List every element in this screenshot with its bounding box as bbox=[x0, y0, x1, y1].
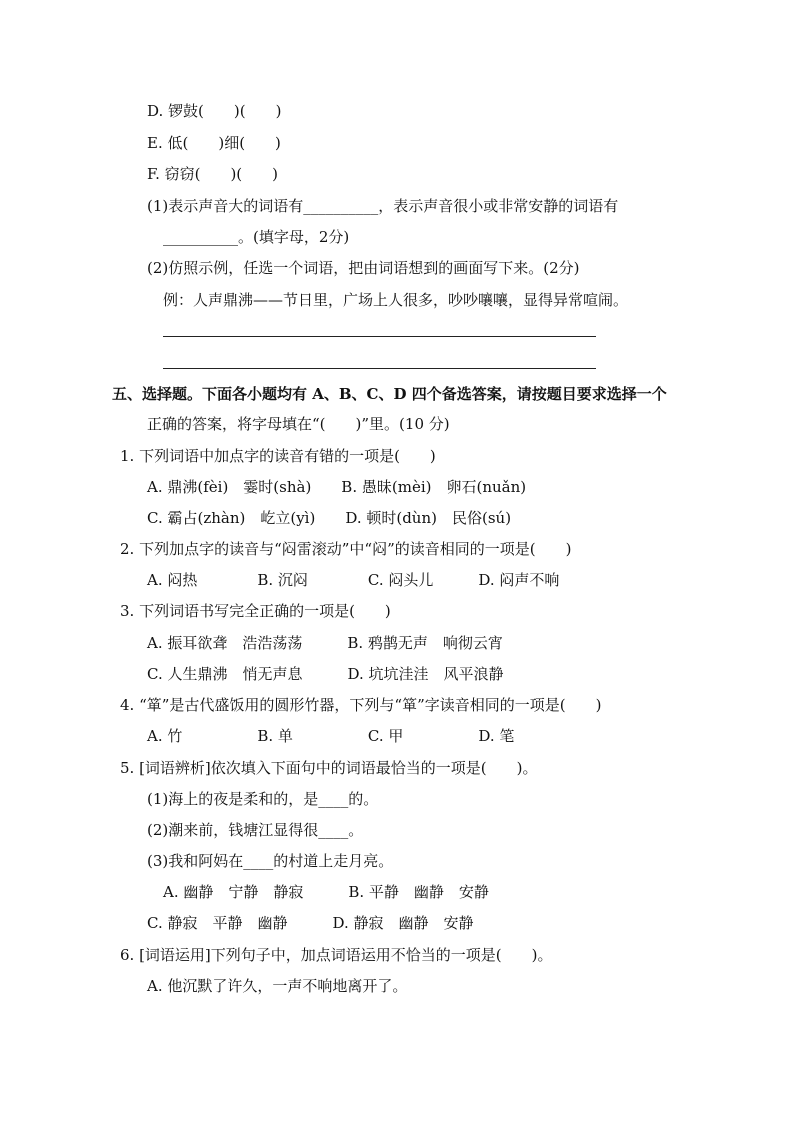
q2-stem: 2. 下列加点字的读音与“闷雷滚动”中“闷”的读音相同的一项是( ) bbox=[120, 540, 572, 558]
q4-stem: 4. “箪”是古代盛饭用的圆形竹器，下列与“箪”字读音相同的一项是( ) bbox=[120, 696, 602, 714]
option-e: E. 低( )细( ) bbox=[147, 134, 281, 152]
q3-options-row-2: C. 人生鼎沸 悄无声息 D. 坑坑洼洼 风平浪静 bbox=[147, 665, 504, 683]
section5-heading-line-1: 五、选择题。下面各小题均有 A、B、C、D 四个备选答案，请按题目要求选择一个 bbox=[112, 385, 667, 403]
q5-sentence-3: (3)我和阿妈在____的村道上走月亮。 bbox=[147, 852, 394, 870]
q5-options-row-2: C. 静寂 平静 幽静 D. 静寂 幽静 安静 bbox=[147, 914, 474, 932]
section5-heading-line-2: 正确的答案，将字母填在“( )”里。(10 分) bbox=[147, 415, 450, 433]
q6-option-a: A. 他沉默了许久，一声不响地离开了。 bbox=[147, 977, 408, 995]
option-f: F. 窃窃( )( ) bbox=[147, 165, 279, 183]
q5-stem: 5. [词语辨析]依次填入下面句中的词语最恰当的一项是( )。 bbox=[120, 759, 538, 777]
q1-options-row-1: A. 鼎沸(fèi) 霎时(shà) B. 愚昧(mèi) 卵石(nuǎn) bbox=[147, 478, 527, 496]
q1-options-row-2: C. 霸占(zhàn) 屹立(yì) D. 顿时(dùn) 民俗(sú) bbox=[147, 509, 512, 527]
q3-stem: 3. 下列词语书写完全正确的一项是( ) bbox=[120, 602, 391, 620]
q5-options-row-1: A. 幽静 宁静 静寂 B. 平静 幽静 安静 bbox=[163, 883, 489, 901]
option-d: D. 锣鼓( )( ) bbox=[147, 102, 282, 120]
q3-options-row-1: A. 振耳欲聋 浩浩荡荡 B. 鸦鹊无声 响彻云宵 bbox=[147, 634, 503, 652]
q2-options-row-1: A. 闷热 B. 沉闷 C. 闷头儿 D. 闷声不响 bbox=[147, 571, 560, 589]
question-2: (2)仿照示例，任选一个词语，把由词语想到的画面写下来。(2分) bbox=[147, 259, 580, 277]
q6-stem: 6. [词语运用]下列句子中，加点词语运用不恰当的一项是( )。 bbox=[120, 946, 553, 964]
answer-line-1 bbox=[163, 336, 596, 337]
question-1-line-1: (1)表示声音大的词语有__________，表示声音很小或非常安静的词语有 bbox=[147, 197, 619, 215]
q5-sentence-1: (1)海上的夜是柔和的，是____的。 bbox=[147, 790, 379, 808]
example-sentence: 例：人声鼎沸——节日里，广场上人很多，吵吵嚷嚷，显得异常喧闹。 bbox=[163, 291, 629, 309]
q5-sentence-2: (2)潮来前，钱塘江显得很____。 bbox=[147, 821, 364, 839]
question-1-line-2: __________。(填字母，2分) bbox=[163, 228, 350, 246]
q1-stem: 1. 下列词语中加点字的读音有错的一项是( ) bbox=[120, 447, 436, 465]
answer-line-2 bbox=[163, 368, 596, 369]
q4-options-row-1: A. 竹 B. 单 C. 甲 D. 笔 bbox=[147, 727, 515, 745]
